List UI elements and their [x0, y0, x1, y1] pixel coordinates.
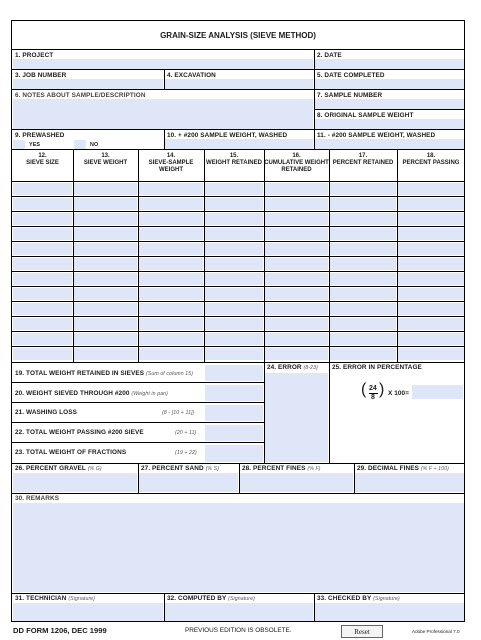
- column-label: PERCENT PASSING: [402, 160, 460, 166]
- column-number: 13.: [101, 153, 110, 159]
- column-header-17: [329, 153, 397, 167]
- excavation-label: 4. EXCAVATION: [167, 72, 216, 79]
- percent-sand-field[interactable]: [139, 473, 238, 492]
- sieve-cell-r9-c13[interactable]: [74, 303, 137, 315]
- percent-fines-label: 28. PERCENT FINES (% F): [242, 465, 321, 472]
- sieve-cell-r5-c14[interactable]: [139, 243, 203, 255]
- percent-gravel-field[interactable]: [13, 473, 137, 492]
- sieve-cell-r10-c16[interactable]: [265, 318, 328, 330]
- column-label: PERCENT RETAINED: [332, 160, 394, 166]
- notes-label: 6. NOTES ABOUT SAMPLE/DESCRIPTION: [15, 92, 146, 99]
- sieve-cell-r7-c14[interactable]: [139, 273, 203, 285]
- excavation-field[interactable]: [165, 79, 313, 89]
- sieve-cell-r11-c14[interactable]: [139, 333, 203, 345]
- sieve-cell-r1-c13[interactable]: [74, 183, 137, 195]
- sieve-cell-r1-c16[interactable]: [265, 183, 328, 195]
- sieve-cell-r10-c15[interactable]: [205, 318, 263, 330]
- minus-200-washed-field[interactable]: [315, 139, 464, 149]
- reset-button[interactable]: Reset: [341, 625, 383, 638]
- sieve-cell-r6-c12[interactable]: [13, 258, 72, 270]
- job-number-field[interactable]: [13, 79, 163, 89]
- washing-loss-field[interactable]: [205, 405, 263, 421]
- remarks-label: 30. REMARKS: [15, 495, 60, 502]
- sieve-cell-r8-c16[interactable]: [265, 288, 328, 300]
- sieve-cell-r12-c13[interactable]: [74, 348, 137, 360]
- sieve-cell-r12-c18[interactable]: [398, 348, 464, 360]
- sieve-cell-r4-c14[interactable]: [139, 228, 203, 240]
- sieve-cell-r5-c18[interactable]: [398, 243, 464, 255]
- weight-sieved-label: 20. WEIGHT SIEVED THROUGH #200 (Weight in pan): [15, 390, 168, 397]
- column-header-13: [73, 153, 138, 167]
- column-label: CUMULATIVE WEIGHT RETAINED: [264, 160, 329, 173]
- computed-by-label: 32. COMPUTED BY (Signature): [167, 595, 255, 602]
- sieve-cell-r9-c12[interactable]: [13, 303, 72, 315]
- sieve-cell-r12-c16[interactable]: [265, 348, 328, 360]
- grain-size-form: GRAIN-SIZE ANALYSIS (SIEVE METHOD) 1. PROJECT 2. DATE 3. JOB NUMBER 4. EXCAVATION 5. DATE COMPLETED 6. NOTES ABOUT SAMPLE/DESCRIPTION 7. SAMPLE NUMBER 8. ORIGINAL SAMPLE WEIGHT 9. PREWASHED YES NO 10. + #200 SAMPLE WEIGHT, WASHED 11. - #200 SAMPLE WEIGHT, WASHED 12. SIEVE SIZE 13. SIEVE WEIGHT 14. SIEVE-SAMPLE WEIGHT 15. WEIGHT RETAINED 16. CUMULATIVE WEIGHT RETAINED 17. PERCENT RETAINED 18. PERCENT PASSING 19. TOTAL WEIGHT RETAINED IN SIEVES (Sum of column 15) 20. WEIGHT SIEVED THROUGH #200 (Weight in pan) 21. WASHING LOSS (8 - [10 + 11]) 22. TOTAL WEIGHT PASSING #200 SIEVE (20 + 11) 23. TOTAL WEIGHT OF FRACTIONS (19 + 22) 24. ERROR (8-23) 25. ERROR IN PERCENTAGE ( 24 8 ) X 100= 26. PERCENT GRAVEL (% G) 27. PERCENT SAND (% S) 28. PERCENT FINES (% F) 29. DECIMAL FINES (% F ÷ 100) 30. REMARKS 31. TECHNICIAN (Signature) 32. COMPUTED BY (Signature) 33. CHECKED BY (Signature): [11, 20, 465, 622]
- sieve-cell-r1-c14[interactable]: [139, 183, 203, 195]
- sieve-cell-r6-c17[interactable]: [330, 258, 396, 270]
- sieve-cell-r6-c14[interactable]: [139, 258, 203, 270]
- prewashed-label: 9. PREWASHED: [15, 132, 65, 139]
- sieve-cell-r2-c13[interactable]: [74, 198, 137, 210]
- total-retained-label: 19. TOTAL WEIGHT RETAINED IN SIEVES (Sum of column 15): [15, 370, 194, 377]
- fraction-denominator: 8: [371, 394, 375, 401]
- sieve-cell-r7-c18[interactable]: [398, 273, 464, 285]
- notes-field[interactable]: [13, 99, 313, 129]
- sieve-cell-r6-c16[interactable]: [265, 258, 328, 270]
- sieve-cell-r12-c15[interactable]: [205, 348, 263, 360]
- percent-fines-field[interactable]: [240, 473, 353, 492]
- total-fractions-label: 23. TOTAL WEIGHT OF FRACTIONS: [15, 449, 127, 456]
- computed-by-field[interactable]: [165, 603, 313, 621]
- sample-number-label: 7. SAMPLE NUMBER: [317, 92, 383, 99]
- technician-label: 31. TECHNICIAN (Signature): [15, 595, 96, 602]
- sieve-cell-r5-c13[interactable]: [74, 243, 137, 255]
- sieve-cell-r3-c15[interactable]: [205, 213, 263, 225]
- sieve-cell-r10-c18[interactable]: [398, 318, 464, 330]
- remarks-field[interactable]: [13, 503, 464, 592]
- sieve-cell-r5-c12[interactable]: [13, 243, 72, 255]
- yes-label: YES: [29, 142, 41, 148]
- sieve-cell-r3-c13[interactable]: [74, 213, 137, 225]
- date-completed-field[interactable]: [315, 79, 464, 89]
- column-number: 18.: [426, 153, 436, 159]
- sieve-cell-r4-c18[interactable]: [398, 228, 464, 240]
- column-header-16: [264, 153, 329, 174]
- date-field[interactable]: [315, 59, 464, 69]
- sieve-cell-r9-c14[interactable]: [139, 303, 203, 315]
- sieve-cell-r12-c17[interactable]: [330, 348, 396, 360]
- sieve-cell-r3-c12[interactable]: [13, 213, 72, 225]
- sieve-cell-r8-c18[interactable]: [398, 288, 464, 300]
- total-passing-hint: (20 + 11): [175, 430, 197, 436]
- minus-200-washed-label: 11. - #200 SAMPLE WEIGHT, WASHED: [317, 132, 436, 139]
- sieve-cell-r5-c17[interactable]: [330, 243, 396, 255]
- column-label: SIEVE WEIGHT: [83, 160, 128, 166]
- decimal-fines-label: 29. DECIMAL FINES (% F ÷ 100): [357, 465, 449, 472]
- column-label: SIEVE-SAMPLE WEIGHT: [148, 160, 194, 173]
- column-number: 15.: [229, 153, 239, 159]
- sieve-cell-r1-c17[interactable]: [330, 183, 396, 195]
- sample-weight-washed-label: 10. + #200 SAMPLE WEIGHT, WASHED: [167, 132, 288, 139]
- sieve-cell-r11-c12[interactable]: [13, 333, 72, 345]
- prewashed-yes-checkbox[interactable]: [13, 140, 25, 149]
- sieve-cell-r5-c15[interactable]: [205, 243, 263, 255]
- sample-weight-washed-field[interactable]: [165, 139, 313, 149]
- sieve-cell-r11-c18[interactable]: [398, 333, 464, 345]
- sieve-cell-r8-c13[interactable]: [74, 288, 137, 300]
- column-label: WEIGHT RETAINED: [206, 160, 262, 166]
- sieve-cell-r11-c13[interactable]: [74, 333, 137, 345]
- sieve-cell-r1-c15[interactable]: [205, 183, 263, 195]
- sieve-cell-r6-c15[interactable]: [205, 258, 263, 270]
- sieve-cell-r2-c15[interactable]: [205, 198, 263, 210]
- original-weight-label: 8. ORIGINAL SAMPLE WEIGHT: [317, 112, 414, 119]
- sieve-cell-r3-c14[interactable]: [139, 213, 203, 225]
- sieve-cell-r12-c12[interactable]: [13, 348, 72, 360]
- total-passing-field[interactable]: [205, 425, 263, 441]
- sieve-cell-r9-c15[interactable]: [205, 303, 263, 315]
- sieve-cell-r11-c16[interactable]: [265, 333, 328, 345]
- sample-number-field[interactable]: [315, 99, 464, 109]
- date-completed-label: 5. DATE COMPLETED: [317, 72, 385, 79]
- sieve-cell-r4-c15[interactable]: [205, 228, 263, 240]
- sieve-cell-r8-c12[interactable]: [13, 288, 72, 300]
- washing-loss-hint: (8 - [10 + 11]): [162, 410, 195, 416]
- column-number: 12.: [38, 153, 47, 159]
- column-header-14: [138, 153, 204, 174]
- sieve-cell-r4-c12[interactable]: [13, 228, 72, 240]
- error-percentage-field[interactable]: [412, 385, 463, 399]
- sieve-cell-r3-c16[interactable]: [265, 213, 328, 225]
- sieve-cell-r8-c17[interactable]: [330, 288, 396, 300]
- software-label: Adobe Professional 7.0: [412, 629, 460, 634]
- prewashed-no-checkbox[interactable]: [74, 140, 86, 149]
- sieve-cell-r2-c16[interactable]: [265, 198, 328, 210]
- washing-loss-label: 21. WASHING LOSS: [15, 409, 77, 416]
- total-fractions-field[interactable]: [205, 445, 263, 462]
- job-number-label: 3. JOB NUMBER: [15, 72, 67, 79]
- sieve-cell-r2-c14[interactable]: [139, 198, 203, 210]
- project-field[interactable]: [13, 59, 313, 69]
- fraction-numerator: 24: [369, 385, 377, 392]
- original-weight-field[interactable]: [315, 119, 464, 129]
- x100-label: X 100=: [388, 390, 410, 397]
- sieve-cell-r9-c17[interactable]: [330, 303, 396, 315]
- error-percentage-label: 25. ERROR IN PERCENTAGE: [332, 364, 422, 371]
- sieve-cell-r4-c13[interactable]: [74, 228, 137, 240]
- sieve-cell-r1-c12[interactable]: [13, 183, 72, 195]
- sieve-cell-r10-c17[interactable]: [330, 318, 396, 330]
- column-header-18: [397, 153, 465, 167]
- sieve-cell-r7-c15[interactable]: [205, 273, 263, 285]
- total-fractions-hint: (19 + 22): [175, 450, 197, 456]
- error-label: 24. ERROR (8-23): [267, 364, 318, 371]
- sieve-cell-r5-c16[interactable]: [265, 243, 328, 255]
- percent-sand-label: 27. PERCENT SAND (% S): [141, 465, 220, 472]
- sieve-cell-r2-c18[interactable]: [398, 198, 464, 210]
- checked-by-label: 33. CHECKED BY (Signature): [317, 595, 400, 602]
- sieve-cell-r9-c18[interactable]: [398, 303, 464, 315]
- technician-field[interactable]: [13, 603, 163, 621]
- sieve-cell-r7-c13[interactable]: [74, 273, 137, 285]
- total-passing-label: 22. TOTAL WEIGHT PASSING #200 SIEVE: [15, 429, 144, 436]
- sieve-cell-r9-c16[interactable]: [265, 303, 328, 315]
- percent-gravel-label: 26. PERCENT GRAVEL (% G): [15, 465, 102, 472]
- sieve-cell-r2-c12[interactable]: [13, 198, 72, 210]
- sieve-cell-r8-c15[interactable]: [205, 288, 263, 300]
- sieve-cell-r6-c18[interactable]: [398, 258, 464, 270]
- column-header-15: [204, 153, 264, 167]
- form-id: DD FORM 1206, DEC 1999: [13, 626, 107, 635]
- error-field[interactable]: [265, 373, 328, 462]
- decimal-fines-field[interactable]: [355, 473, 464, 492]
- column-header-12: [12, 153, 73, 167]
- weight-sieved-field[interactable]: [205, 385, 263, 401]
- form-title: GRAIN-SIZE ANALYSIS (SIEVE METHOD): [160, 31, 316, 40]
- sieve-cell-r7-c16[interactable]: [265, 273, 328, 285]
- sieve-cell-r1-c18[interactable]: [398, 183, 464, 195]
- no-label: NO: [90, 142, 99, 148]
- sieve-cell-r11-c15[interactable]: [205, 333, 263, 345]
- sieve-cell-r3-c17[interactable]: [330, 213, 396, 225]
- sieve-cell-r10-c13[interactable]: [74, 318, 137, 330]
- sieve-cell-r2-c17[interactable]: [330, 198, 396, 210]
- sieve-cell-r6-c13[interactable]: [74, 258, 137, 270]
- sieve-cell-r7-c17[interactable]: [330, 273, 396, 285]
- sieve-cell-r4-c17[interactable]: [330, 228, 396, 240]
- column-label: SIEVE SIZE: [26, 160, 59, 166]
- date-label: 2. DATE: [317, 52, 342, 59]
- sieve-cell-r7-c12[interactable]: [13, 273, 72, 285]
- sieve-cell-r8-c14[interactable]: [139, 288, 203, 300]
- obsolete-notice: PREVIOUS EDITION IS OBSOLETE.: [185, 627, 292, 634]
- column-number: 16.: [292, 153, 301, 159]
- sieve-cell-r10-c14[interactable]: [139, 318, 203, 330]
- sieve-cell-r11-c17[interactable]: [330, 333, 396, 345]
- project-label: 1. PROJECT: [15, 52, 54, 59]
- sieve-cell-r4-c16[interactable]: [265, 228, 328, 240]
- checked-by-field[interactable]: [315, 603, 464, 621]
- column-number: 17.: [358, 153, 368, 159]
- sieve-cell-r12-c14[interactable]: [139, 348, 203, 360]
- total-retained-field[interactable]: [205, 365, 263, 381]
- column-number: 14.: [166, 153, 176, 159]
- sieve-cell-r10-c12[interactable]: [13, 318, 72, 330]
- sieve-cell-r3-c18[interactable]: [398, 213, 464, 225]
